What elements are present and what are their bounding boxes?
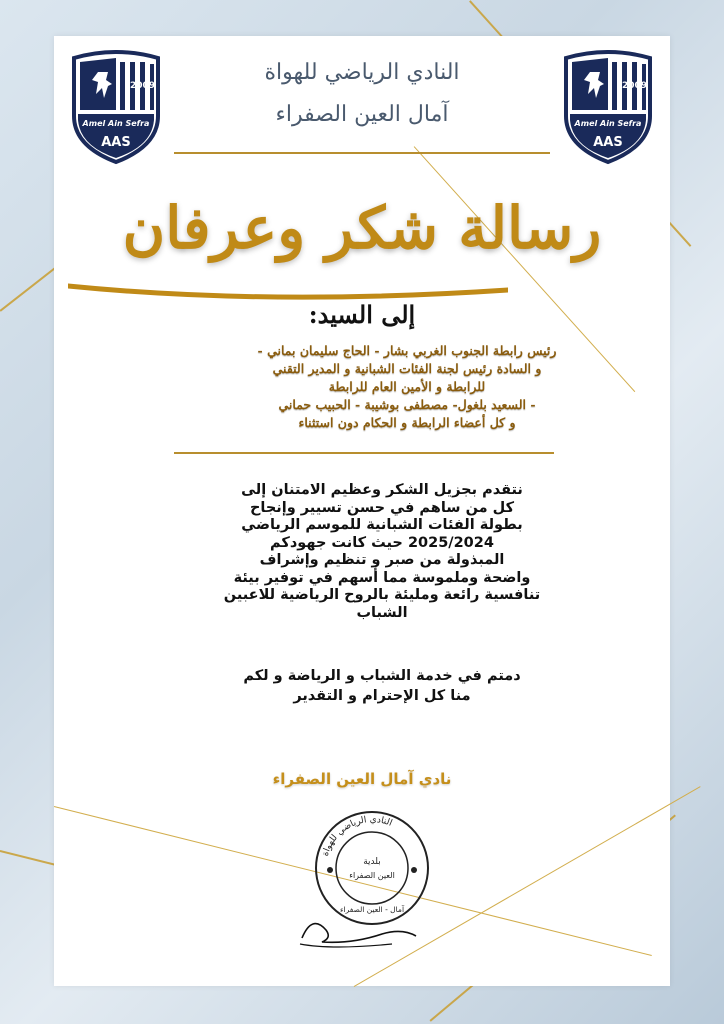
- svg-text:AAS: AAS: [101, 135, 131, 150]
- recipients-block: [194, 342, 620, 432]
- header-divider: [174, 152, 550, 154]
- body-line: كل من ساهم في حسن تسيير وإنجاح: [249, 499, 515, 516]
- body-line: نتقدم بجزيل الشكر وعظيم الامتنان إلى: [241, 482, 523, 498]
- body-line: الشباب: [356, 604, 408, 621]
- club-name-line2: آمال العين الصفراء: [275, 102, 449, 127]
- certificate-title: رسالة شكر وعرفان: [122, 194, 602, 262]
- body-line: تنافسية رائعة ومليئة بالروح الرياضية للاعبين: [223, 587, 541, 603]
- stamp-outer-text: النادي الرياضي للهواة: [320, 814, 394, 858]
- svg-text:2009: 2009: [130, 81, 156, 91]
- club-logo-left: [68, 50, 164, 166]
- recipients-divider: [174, 452, 554, 454]
- body-line: بطولة الفئات الشبانية للموسم الرياضي: [241, 517, 523, 533]
- svg-text:2009: 2009: [622, 81, 648, 91]
- svg-text:Amel Ain Sefra: Amel Ain Sefra: [82, 119, 150, 128]
- addressee-label: إلى السيد:: [308, 300, 416, 329]
- stamp-inner-text-2: العين الصفراء: [349, 871, 395, 880]
- recipient-line: للرابطة و الأمين العام للرابطة: [328, 379, 486, 394]
- svg-text:AAS: AAS: [593, 135, 623, 150]
- stamp-bottom-text: آمال - العين الصفراء: [339, 905, 405, 914]
- signature: [292, 904, 422, 954]
- recipient-line: رئيس رابطة الجنوب الغربي بشار - الحاج سليمان بماني -: [257, 343, 557, 358]
- closing-line: دمتم في خدمة الشباب و الرياضة و لكم: [243, 668, 521, 684]
- closing-text: [174, 666, 590, 706]
- certificate-sheet: [54, 36, 670, 986]
- body-line: المبذولة من صبر و تنظيم وإشراف: [259, 552, 505, 568]
- stamp-inner-text-1: بلدية: [363, 857, 381, 867]
- recipient-line: و السادة رئيس لجنة الفئات الشبانية و المدير التقني: [272, 361, 542, 376]
- closing-line: منا كل الإحترام و التقدير: [293, 688, 471, 704]
- recipient-line: - السعيد بلغول- مصطفى بوشيبة - الحبيب حماني: [278, 397, 536, 412]
- svg-text:Amel Ain Sefra: Amel Ain Sefra: [574, 119, 642, 128]
- club-logo-right: [560, 50, 656, 166]
- body-line: واضحة وملموسة مما أسهم في توفير بيئة: [233, 569, 531, 586]
- signoff: نادي آمال العين الصفراء: [272, 770, 452, 788]
- body-line: 2025/2024 حيث كانت جهودكم: [270, 534, 494, 551]
- message-body: [164, 482, 600, 622]
- recipient-line: و كل أعضاء الرابطة و الحكام دون استثناء: [298, 415, 516, 430]
- club-name-line1: النادي الرياضي للهواة: [264, 60, 460, 85]
